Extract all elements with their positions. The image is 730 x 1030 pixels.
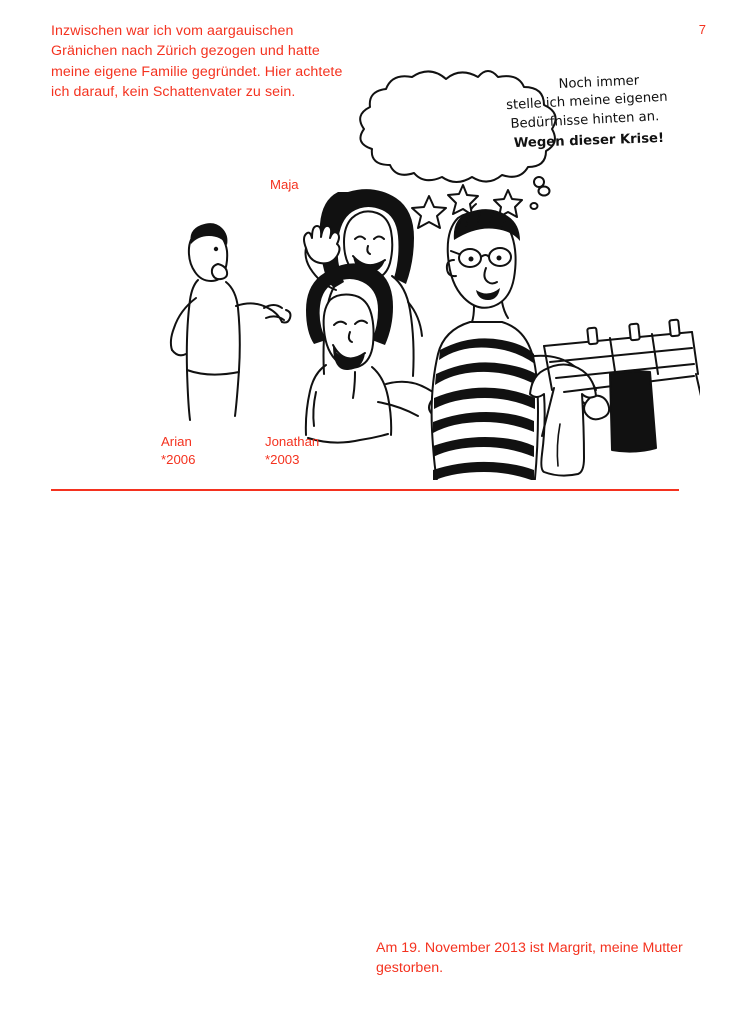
caption-jonathan bbox=[265, 433, 319, 469]
intro-paragraph: Inzwischen war ich vom aargauischen Gränichen nach Zürich gezogen und hatte meine eigene Familie gegründet. Hier achtete ich darauf, kein Schattenvater zu sein. bbox=[51, 23, 343, 101]
caption-jonathan-year: *2003 bbox=[265, 452, 300, 467]
bubble-line-2: stelle ich meine eigenen bbox=[505, 89, 668, 114]
caption-arian bbox=[161, 433, 195, 469]
caption-maja: Maja bbox=[270, 177, 299, 192]
caption-arian-year: *2006 bbox=[161, 452, 196, 467]
family-illustration bbox=[140, 40, 700, 480]
bottom-paragraph: Am 19. November 2013 ist Margrit, meine Mutter gestorben. bbox=[376, 940, 683, 977]
caption-arian-name: Arian bbox=[161, 434, 192, 449]
bubble-line-4: Wegen dieser Krise! bbox=[513, 130, 665, 152]
laundry-shirt bbox=[530, 364, 596, 475]
figure-jonathan bbox=[306, 263, 453, 442]
hanging-towel bbox=[610, 371, 656, 451]
page-number: 7 bbox=[698, 22, 706, 37]
bubble-line-1: Noch immer bbox=[558, 73, 640, 92]
bubble-line-3: Bedürfnisse hinten an. bbox=[510, 109, 660, 132]
figure-arian bbox=[171, 223, 291, 420]
horizontal-divider bbox=[51, 489, 679, 491]
caption-jonathan-name: Jonathan bbox=[265, 434, 320, 449]
